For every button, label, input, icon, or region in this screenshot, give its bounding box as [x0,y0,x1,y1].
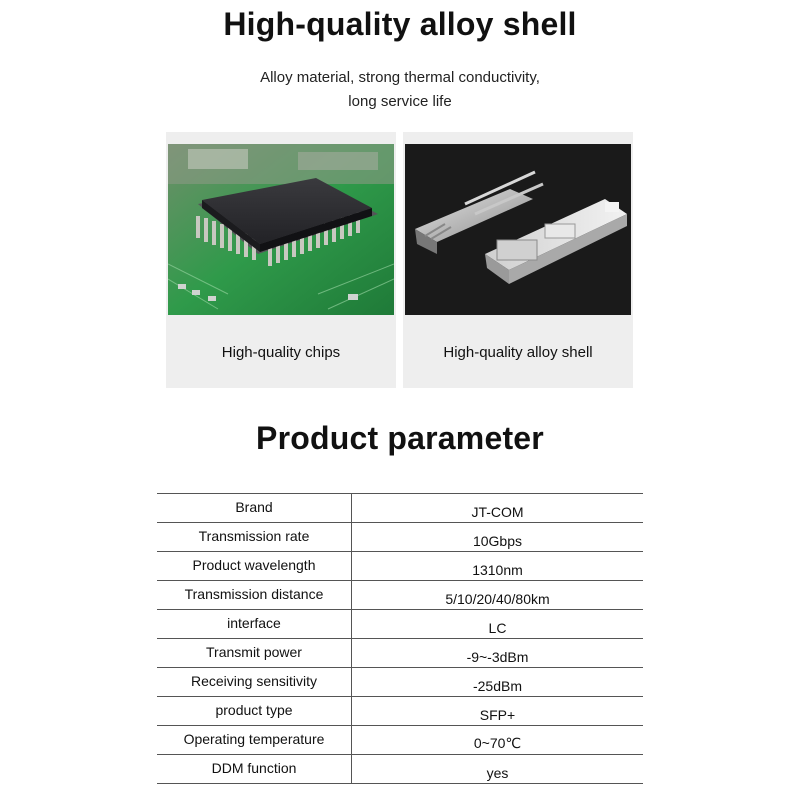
params-title: Product parameter [256,420,544,456]
table-row [157,668,643,697]
card-caption: High-quality alloy shell [443,344,593,361]
param-value: JT-COM [352,494,644,523]
param-label: DDM function [157,755,352,784]
param-label: Brand [157,494,352,523]
param-value: 10Gbps [352,523,644,552]
param-label: Product wavelength [157,552,352,581]
card-caption: High-quality chips [221,344,341,361]
sfp-module-shell-photo-icon [405,144,631,315]
table-row [157,494,643,523]
param-label: Transmit power [157,639,352,668]
param-label: product type [157,697,352,726]
param-label: Operating temperature [157,726,352,755]
section-title: High-quality alloy shell [223,6,577,42]
table-row [157,726,643,755]
table-row [157,639,643,668]
param-value: LC [352,610,644,639]
table-row [157,581,643,610]
section-subtitle [0,66,800,114]
feature-card-chips [166,132,396,388]
table-row [157,523,643,552]
table-row [157,697,643,726]
params-table [157,493,643,784]
param-value: SFP+ [352,697,644,726]
param-value: yes [352,755,644,784]
table-row [157,610,643,639]
param-label: Transmission distance [157,581,352,610]
subtitle-line-2: long service life [348,93,452,110]
subtitle-line-1: Alloy material, strong thermal conductivity, [260,69,540,86]
param-label: interface [157,610,352,639]
chip-photo-icon [168,144,394,315]
param-label: Receiving sensitivity [157,668,352,697]
feature-card-shell [403,132,633,388]
table-row [157,552,643,581]
param-label: Transmission rate [157,523,352,552]
param-value: 0~70℃ [352,726,644,755]
param-value: 5/10/20/40/80km [352,581,644,610]
param-value: -25dBm [352,668,644,697]
param-value: -9~-3dBm [352,639,644,668]
table-row [157,755,643,784]
param-value: 1310nm [352,552,644,581]
